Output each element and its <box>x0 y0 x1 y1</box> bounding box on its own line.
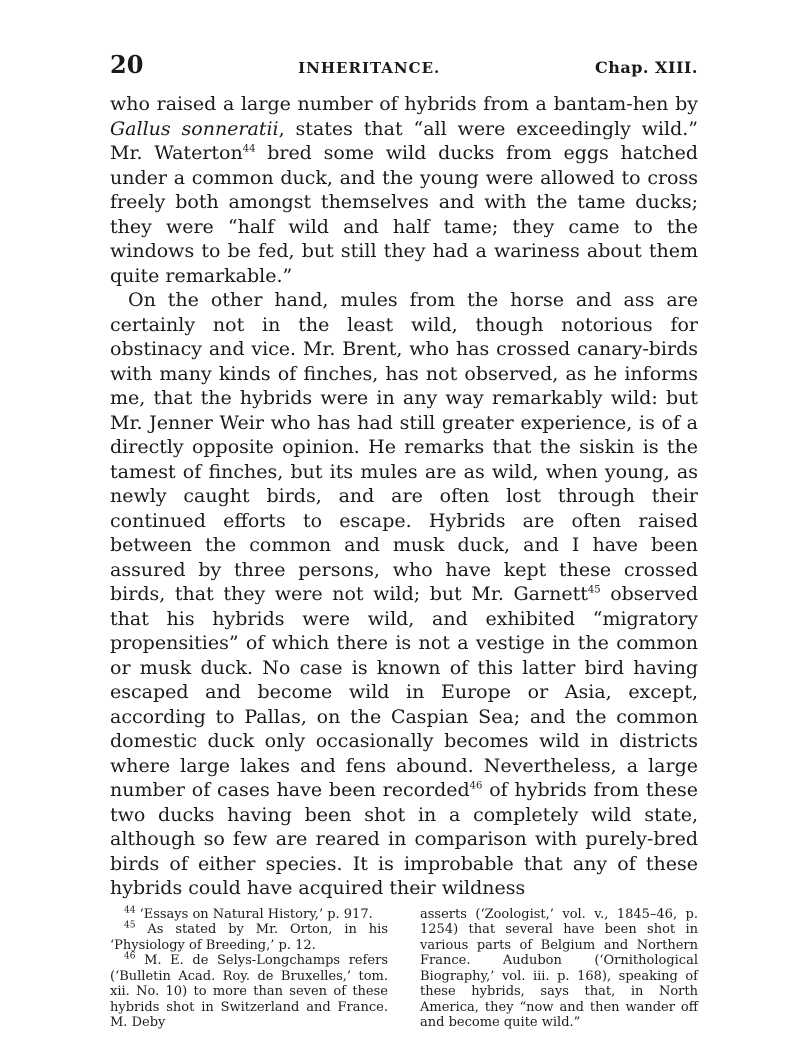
text-run: bred some wild ducks from eggs hatched under a common duck, and the young were allowed to cross freely both amongst themselves and with the tame ducks; they were “half wild and half tame; they came to the windows to be fed, but still they had a wariness about them quite remarkable.” <box>110 142 698 287</box>
text-run: , states that “all were exceedingly wild.” Mr. Waterton <box>110 117 699 164</box>
footnote-text: M. E. de Selys-Longchamps refers (‘Bulletin Acad. Roy. de Bruxelles,’ tom. xii. No. 10) to more than seven of these hybrids shot in Switzerland and France. M. Deby <box>110 953 388 1030</box>
footnote-text: ‘Essays on Natural History,’ p. 917. <box>135 906 373 922</box>
footnotes <box>110 907 698 1031</box>
text-run: who raised a large number of hybrids from a bantam-hen by <box>110 93 698 115</box>
footnote-number: 46 <box>124 951 136 962</box>
footnote-number: 45 <box>124 920 136 931</box>
page-number: 20 <box>110 50 144 79</box>
footnote-ref-46: 46 <box>469 780 483 792</box>
body-text <box>110 92 698 901</box>
footnote-number: 44 <box>124 905 136 916</box>
footnote-46 <box>110 953 388 1031</box>
footnote-44 <box>110 907 388 923</box>
text-run: of hybrids from these two ducks having been shot in a completely wild state, although so few are reared in comparison with purely-bred birds of either species. It is improbable that any of these hybrids could have acquired their wildness <box>110 779 698 899</box>
text-run: On the other hand, mules from the horse and ass are certainly not in the least wild, though notorious for obstinacy and vice. Mr. Brent, who has crossed canary-birds with many kinds of finches, has not observed, as he informs me, that the hybrids were in any way remarkably wild: but Mr. Jenner Weir who has had still greater experience, is of a directly opposite opinion. He remarks that the siskin is the tamest of finches, but its mules are as wild, when young, as newly caught birds, and are often lost through their continued efforts to escape. Hybrids are often raised between the common and musk duck, and I have been assured by three persons, who have kept these crossed birds, that they were not wild; but Mr. Garnett <box>110 289 698 605</box>
footnote-column-left <box>110 907 388 1031</box>
chapter-label: Chap. XIII. <box>594 58 698 77</box>
italic-species-name: Gallus sonneratii <box>110 117 279 140</box>
running-title: INHERITANCE. <box>298 59 441 77</box>
footnote-ref-44: 44 <box>242 143 256 155</box>
book-page <box>110 50 698 1031</box>
footnote-ref-45: 45 <box>587 584 601 596</box>
footnote-45 <box>110 922 388 953</box>
footnote-column-right <box>420 907 698 1031</box>
page-header <box>110 50 698 84</box>
footnote-text: As stated by Mr. Orton, in his ‘Physiology of Breeding,’ p. 12. <box>110 922 388 953</box>
footnote-46-continued: asserts (‘Zoologist,’ vol. v., 1845–46, p. 1254) that several have been shot in various parts of Belgium and Northern France. Audubon (‘Ornithological Biography,’ vol. iii. p. 168), speaking of these hybrids, says that, in North America, they “now and then wander off and become quite wild.” <box>420 906 698 1030</box>
paragraph-1 <box>110 92 698 288</box>
paragraph-2 <box>110 288 698 901</box>
text-run: observed that his hybrids were wild, and exhibited “migratory propensities” of which there is not a vestige in the common or musk duck. No case is known of this latter bird having escaped and become wild in Europe or Asia, except, according to Pallas, on the Caspian Sea; and the common domestic duck only occasionally becomes wild in districts where large lakes and fens abound. Nevertheless, a large number of cases have been recorded <box>110 583 699 801</box>
